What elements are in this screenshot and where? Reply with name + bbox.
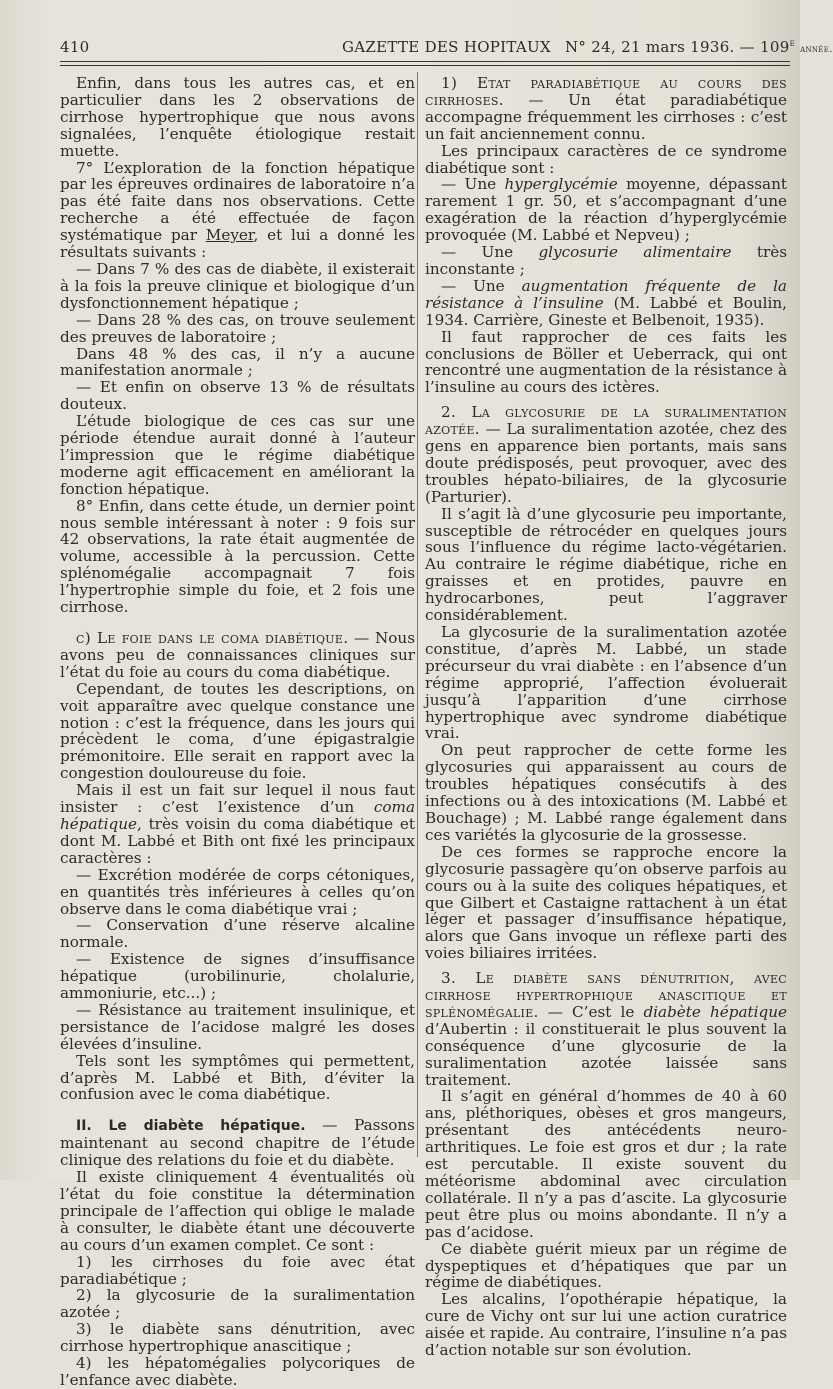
paragraph: L’étude biologique de ces cas sur une période étendue aurait donné à l’auteur l’impression que le régime diabétique moderne agit efficacement en améliorant la fonction hépatique. [60, 412, 415, 498]
paragraph: — Dans 28 % des cas, on trouve seulement des preuves de laboratoire ; [60, 310, 415, 346]
paragraph: — Excrétion modérée de corps cétoniques, en quantités très inférieures à celles qu’on observe dans le coma diabétique vrai ; [60, 865, 415, 918]
paragraph: Cependant, de toutes les descriptions, on voit apparaître avec quelque constance une notion : c’est la fréquence, dans les jours qui précèdent le coma, d’une épigastralgie prémonitoire. Elle serait en rapport avec la congestion douloureuse du foie. [60, 679, 415, 783]
text-run: , très voisin du coma diabétique et dont M. Labbé et Bith ont fixé les principaux caractères : [60, 814, 415, 867]
list-item: 1) les cirrhoses du foie avec état paradiabétique ; [60, 1252, 415, 1288]
issue-info [565, 38, 833, 56]
list-item: 3) le diabète sans dénutrition, avec cirrhose hypertrophique anascitique ; [60, 1320, 415, 1356]
chapter-label: II. Le diabète hépatique. [76, 1118, 306, 1135]
text-run: très inconstante ; [425, 243, 787, 278]
text-run: (M. Labbé et Boulin, 1934. Carrière, Gineste et Belbenoit, 1935). [425, 293, 787, 329]
list-item: 2) la glycosurie de la suralimentation azotée ; [60, 1286, 415, 1322]
paragraph: On peut rapprocher de cette forme les glycosuries qui apparaissent au cours de troubles hépatiques consécutifs à des infections ou à des intoxications (M. Labbé et Bouchage) ; M. Labbé range également dans ces variétés la glycosurie de la grossesse. [425, 741, 787, 844]
paragraph: Ce diabète guérit mieux par un régime de dyspeptiques et d’hépatiques que par un régime de diabétiques. [425, 1239, 787, 1292]
chapter-heading-paragraph [60, 1117, 415, 1169]
issue-date: N° 24, 21 mars 1936. — 109 [565, 38, 790, 56]
paragraph: Les alcalins, l’opothérapie hépatique, la cure de Vichy ont sur lui une action curatrice aisée et rapide. Au contraire, l’insuline n’a pas d’action notable sur son évolution. [425, 1290, 787, 1360]
paragraph: — Conservation d’une réserve alcaline normale. [60, 916, 415, 952]
section-label: 2. La glycosurie de la suralimentation azotée. [425, 403, 787, 439]
text-run: 7° L’exploration de la fonction hépatique par les épreuves ordinaires de laboratoire n’a pas été faite dans nos observations. Cette recherche a été effectuée de façon systématique par [60, 158, 415, 245]
paragraph: La glycosurie de la suralimentation azotée constitue, d’après M. Labbé, un stade précurseur du vrai diabète : en l’absence d’un régime approprié, l’affection évoluerait jusqu’à l’apparition d’une cirrhose hypertrophique avec syndrome diabétique vrai. [425, 623, 787, 743]
section-label: 3. Le diabète sans dénutrition, avec cirrhose hypertrophique anascitique et splénomégalie. [425, 969, 787, 1021]
emphasis: diabète hépatique [643, 1002, 787, 1021]
text-run: — Un état paradiabétique accompagne fréquemment les cirrhoses : c’est un fait anciennement connu. [425, 90, 787, 143]
paragraph: — Existence de signes d’insuffisance hépatique (urobilinurie, cholalurie, ammoniurie, etc...) ; [60, 950, 415, 1003]
text-run: — Nous avons peu de connaissances cliniques sur l’état du foie au cours du coma diabétique. [60, 629, 415, 681]
section-label: c) Le foie dans le coma diabétique. [76, 629, 349, 647]
emphasis: glycosurie alimentaire [538, 243, 732, 262]
running-header [60, 38, 833, 62]
right-column [425, 75, 787, 1359]
emphasis: augmentation fréquente de la résistance à l’insuline [425, 276, 787, 312]
page-number: 410 [60, 38, 90, 56]
paragraph: Les principaux caractères de ce syndrome diabétique sont : [425, 141, 787, 177]
paragraph [60, 160, 415, 261]
text-run: , et lui a donné les résultats suivants : [60, 226, 415, 262]
section-heading-paragraph [425, 404, 787, 505]
paragraph: De ces formes se rapproche encore la glycosurie passagère qu’on observe parfois au cours ou à la suite des coliques hépatiques, et que Gilbert et Castaigne rattachent à un état léger et passager d’insuffisance hépatique, alors que Gans invoque un réflexe parti des voies biliaires irritées. [425, 842, 787, 963]
paragraph: 8° Enfin, dans cette étude, un dernier point nous semble intéressant à noter : 9 fois sur 42 observations, la rate était augmentée de volume, accessible à la percussion. Cette splénomégalie accompagnait 7 fois l’hypertrophie simple du foie, et 2 fois une cirrhose. [60, 496, 415, 617]
section-label: 1) Etat paradiabétique au cours des cirrhoses. [425, 74, 787, 109]
text-run: Mais il est un fait sur lequel il nous faut insister : c’est l’existence d’un [60, 781, 415, 817]
header-rule-bottom [60, 65, 790, 66]
paragraph [425, 278, 787, 329]
paragraph: — Dans 7 % des cas de diabète, il existerait à la fois la preuve clinique et biologique d’un dysfonctionnement hépatique ; [60, 259, 415, 312]
text-run: d’Aubertin : il constituerait le plus souvent la conséquence d’une glycosurie de la suralimentation azotée laissée sans traitement. [425, 1019, 787, 1089]
paragraph: Enfin, dans tous les autres cas, et en particulier dans les 2 observations de cirrhose hypertrophique que nous avons signalées, l’enquête étiologique restait muette. [60, 74, 415, 160]
paragraph: — Et enfin on observe 13 % de résultats douteux. [60, 378, 415, 414]
left-column [60, 75, 415, 1389]
section-heading-paragraph [425, 970, 787, 1088]
paragraph: Il s’agit là d’une glycosurie peu importante, susceptible de rétrocéder en quelques jours sous l’influence du régime lacto-végétarien. Au contraire le régime diabétique, riche en graisses et en protides, pauvre en hydrocarbones, peut l’aggraver considérablement. [425, 504, 787, 625]
header-rule-top [60, 61, 790, 62]
year-suffix: e [789, 38, 796, 49]
list-item: 4) les hépatomégalies polycoriques de l’enfance avec diabète. [60, 1354, 415, 1389]
section-heading-paragraph [60, 630, 415, 681]
section-heading-paragraph [425, 75, 787, 143]
paragraph: Il existe cliniquement 4 éventualités où l’état du foie constitue la détermination principale de l’affection qui oblige le malade à consulter, le diabète étant une découverte au cours d’un examen complet. Ce sont : [60, 1168, 415, 1254]
emphasis: hyperglycémie [504, 175, 618, 194]
year-word: année. [800, 44, 833, 55]
paragraph [425, 244, 787, 278]
text-run: — Passons maintenant au second chapitre de l’étude clinique des relations du foie et du diabète. [60, 1116, 415, 1170]
paragraph: Dans 48 % des cas, il n’y a aucune manifestation anormale ; [60, 344, 415, 380]
paragraph [425, 176, 787, 244]
paragraph: — Résistance au traitement insulinique, et persistance de l’acidose malgré les doses élevées d’insuline. [60, 1000, 415, 1053]
text-run: moyenne, dépassant rarement 1 gr. 50, et s’accompagnant d’une exagération de la réaction d’hyperglycémie provoquée (M. Labbé et Nepveu) ; [425, 175, 787, 245]
column-divider [417, 72, 418, 1157]
emphasis: coma hépatique [60, 798, 415, 833]
text-run: — Une [441, 175, 505, 194]
text-run: — C’est le [538, 1002, 644, 1021]
paragraph: Tels sont les symptômes qui permettent, d’après M. Labbé et Bith, d’éviter la confusion avec le coma diabétique. [60, 1051, 415, 1104]
paragraph [60, 782, 415, 867]
author-name: Meyer [205, 226, 254, 245]
journal-title: GAZETTE DES HOPITAUX [342, 38, 551, 56]
paragraph: Il s’agit en général d’hommes de 40 à 60 ans, pléthoriques, obèses et gros mangeurs, présentant des antécédents neuro-arthritiques. Le foie est gros et dur ; la rate est percutable. Il existe souvent du météorisme abdominal avec circulation collatérale. Il n’y a pas d’ascite. La glycosurie peut être plus ou moins abondante. Il n’y a pas d’acidose. [425, 1087, 787, 1241]
text-run: — La suralimentation azotée, chez des gens en apparence bien portants, mais sans doute prédisposés, peut provoquer, avec des troubles hépato-biliaires, de la glycosurie (Parturier). [425, 420, 787, 506]
text-run: — Une [441, 243, 539, 262]
text-run: — Une [441, 276, 522, 295]
paragraph: Il faut rapprocher de ces faits les conclusions de Böller et Ueberrack, qui ont rencontré une augmentation de la résistance à l’insuline au cours des ictères. [425, 327, 787, 397]
